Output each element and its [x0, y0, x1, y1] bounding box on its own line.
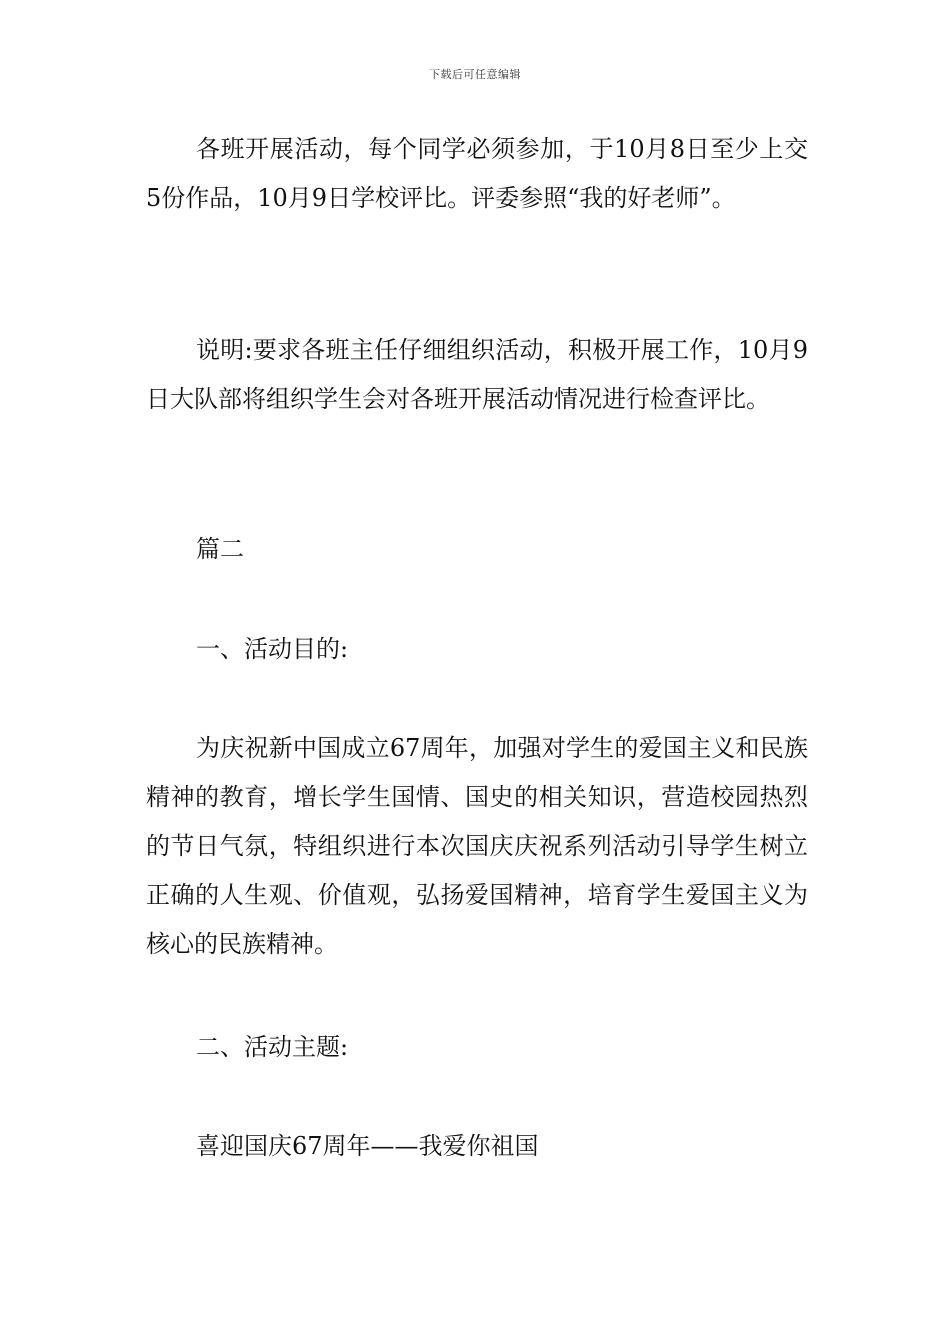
paragraph-purpose: 为庆祝新中国成立67周年，加强对学生的爱国主义和民族精神的教育，增长学生国情、国史的相关知识，营造校园热烈的节日气氛，特组织进行本次国庆庆祝系列活动引导学生树立正确的人生观、价值观，弘扬爱国精神，培育学生爱国主义为核心的民族精神。 [146, 734, 808, 958]
heading-activity-purpose: 一、活动目的: [196, 635, 349, 663]
header-note: 下载后可任意编辑 [429, 68, 521, 81]
section-title: 篇二 [196, 535, 244, 563]
paragraph-instructions: 说明:要求各班主任仔细组织活动，积极开展工作，10月9日大队部将组织学生会对各班开展活动情况进行检查评比。 [146, 336, 808, 413]
theme-text: 喜迎国庆67周年——我爱你祖国 [196, 1132, 539, 1160]
paragraph-submission: 各班开展活动，每个同学必须参加，于10月8日至少上交5份作品，10月9日学校评比。评委参照“我的好老师”。 [146, 135, 808, 212]
heading-activity-theme: 二、活动主题: [196, 1033, 349, 1061]
